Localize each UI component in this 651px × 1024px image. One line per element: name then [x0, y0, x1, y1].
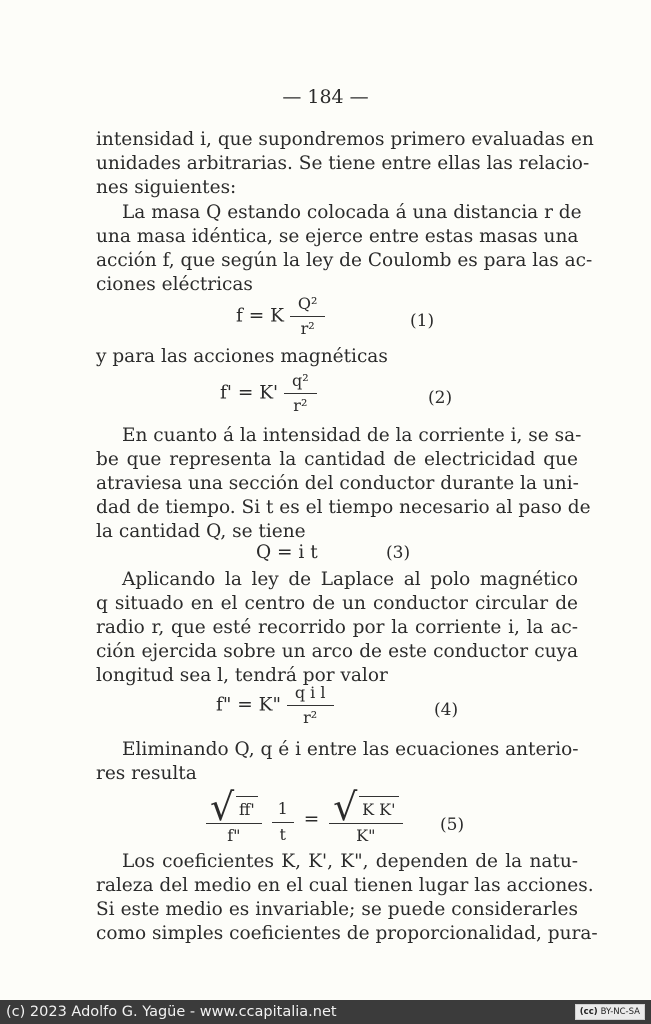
- equation-5-left-numerator: [206, 785, 262, 829]
- equation-4-lhs: f" = K": [216, 694, 281, 716]
- page-number: — 184 —: [282, 86, 369, 108]
- text-line: una masa idéntica, se ejerce entre estas masas una: [96, 226, 579, 247]
- text-line: Eliminando Q, q é i entre las ecuaciones anterio-: [122, 739, 579, 760]
- text-line: intensidad i, que supondremos primero evaluadas en: [96, 129, 594, 150]
- text-line: Los coeficientes K, K', K", dependen de la natu-: [122, 851, 578, 872]
- equation-5-equals: =: [303, 808, 320, 830]
- equation-4-fraction: [287, 682, 334, 729]
- text-line: unidades arbitrarias. Se tiene entre ellas las relacio-: [96, 153, 590, 174]
- text-line: En cuanto á la intensidad de la corriente i, se sa-: [122, 425, 582, 446]
- radical-sign-icon: √: [333, 785, 358, 829]
- equation-4: [216, 682, 334, 729]
- text-line: ciones eléctricas: [96, 274, 253, 295]
- text-line: como simples coeficientes de proporcionalidad, pura-: [96, 923, 598, 944]
- equation-5-middle-denominator: t: [279, 824, 286, 844]
- equation-2-denominator: r²: [293, 396, 308, 415]
- equation-5-left-denominator: f": [227, 826, 241, 845]
- equation-5-middle-numerator: 1: [272, 794, 294, 823]
- text-line: ción ejercida sobre un arco de este conductor cuya: [96, 641, 578, 662]
- equation-5-number: (5): [440, 815, 465, 835]
- cc-license-badge[interactable]: [575, 1004, 645, 1020]
- equation-1-lhs: f = K: [236, 305, 284, 327]
- text-line: raleza del medio en el cual tienen lugar las acciones.: [96, 875, 594, 896]
- equation-5-right-fraction: [329, 785, 402, 847]
- equation-4-number: (4): [434, 700, 459, 720]
- equation-5-right-denominator: K": [356, 826, 376, 845]
- text-line: longitud sea l, tendrá por valor: [96, 665, 388, 686]
- equation-5-right-radicand: K K': [359, 796, 398, 821]
- equation-1: [236, 293, 325, 340]
- equation-2: [220, 370, 317, 417]
- equation-4-numerator: q i l: [287, 682, 334, 706]
- text-line: nes siguientes:: [96, 177, 237, 198]
- equation-2-fraction: [284, 370, 317, 417]
- equation-1-denominator: r²: [300, 319, 315, 338]
- equation-2-lhs: f' = K': [220, 382, 279, 404]
- equation-2-numerator: q²: [284, 370, 317, 394]
- text-line: q situado en el centro de un conductor circular de: [96, 593, 578, 614]
- equation-5-right-root: [333, 785, 398, 829]
- equation-3: Q = i t: [256, 542, 318, 563]
- radical-sign-icon: √: [210, 785, 235, 829]
- text-line: dad de tiempo. Si t es el tiempo necesario al paso de: [96, 497, 591, 518]
- equation-5-left-root: [210, 785, 258, 829]
- text-line: la cantidad Q, se tiene: [96, 521, 306, 542]
- text-line: be que representa la cantidad de electricidad que: [96, 449, 578, 470]
- text-line: res resulta: [96, 763, 197, 784]
- text-line: Si este medio es invariable; se puede considerarles: [96, 899, 578, 920]
- text-line: acción f, que según la ley de Coulomb es para las ac-: [96, 250, 593, 271]
- text-line: y para las acciones magnéticas: [96, 346, 388, 367]
- equation-3-number: (3): [386, 543, 411, 563]
- equation-1-numerator: Q²: [290, 293, 326, 317]
- equation-5-left-radicand: ff': [236, 796, 258, 821]
- equation-5-middle-fraction: [272, 794, 294, 846]
- equation-5: [206, 785, 403, 847]
- text-line: La masa Q estando colocada á una distancia r de: [122, 202, 582, 223]
- equation-5-left-fraction: [206, 785, 262, 847]
- license-label: BY-NC-SA: [600, 1007, 640, 1017]
- creative-commons-icon: (cc): [579, 1007, 598, 1017]
- equation-4-denominator: r²: [303, 708, 318, 727]
- equation-1-number: (1): [410, 311, 435, 331]
- equation-5-right-numerator: [329, 785, 402, 829]
- text-line: radio r, que esté recorrido por la corriente i, la ac-: [96, 617, 578, 638]
- equation-1-fraction: [290, 293, 326, 340]
- text-line: atraviesa una sección del conductor durante la uni-: [96, 473, 579, 494]
- copyright-footer: [0, 1000, 651, 1024]
- equation-2-number: (2): [428, 388, 453, 408]
- copyright-credit: (c) 2023 Adolfo G. Yagüe - www.ccapitalia.net: [6, 1004, 337, 1020]
- text-line: Aplicando la ley de Laplace al polo magnético: [122, 569, 578, 590]
